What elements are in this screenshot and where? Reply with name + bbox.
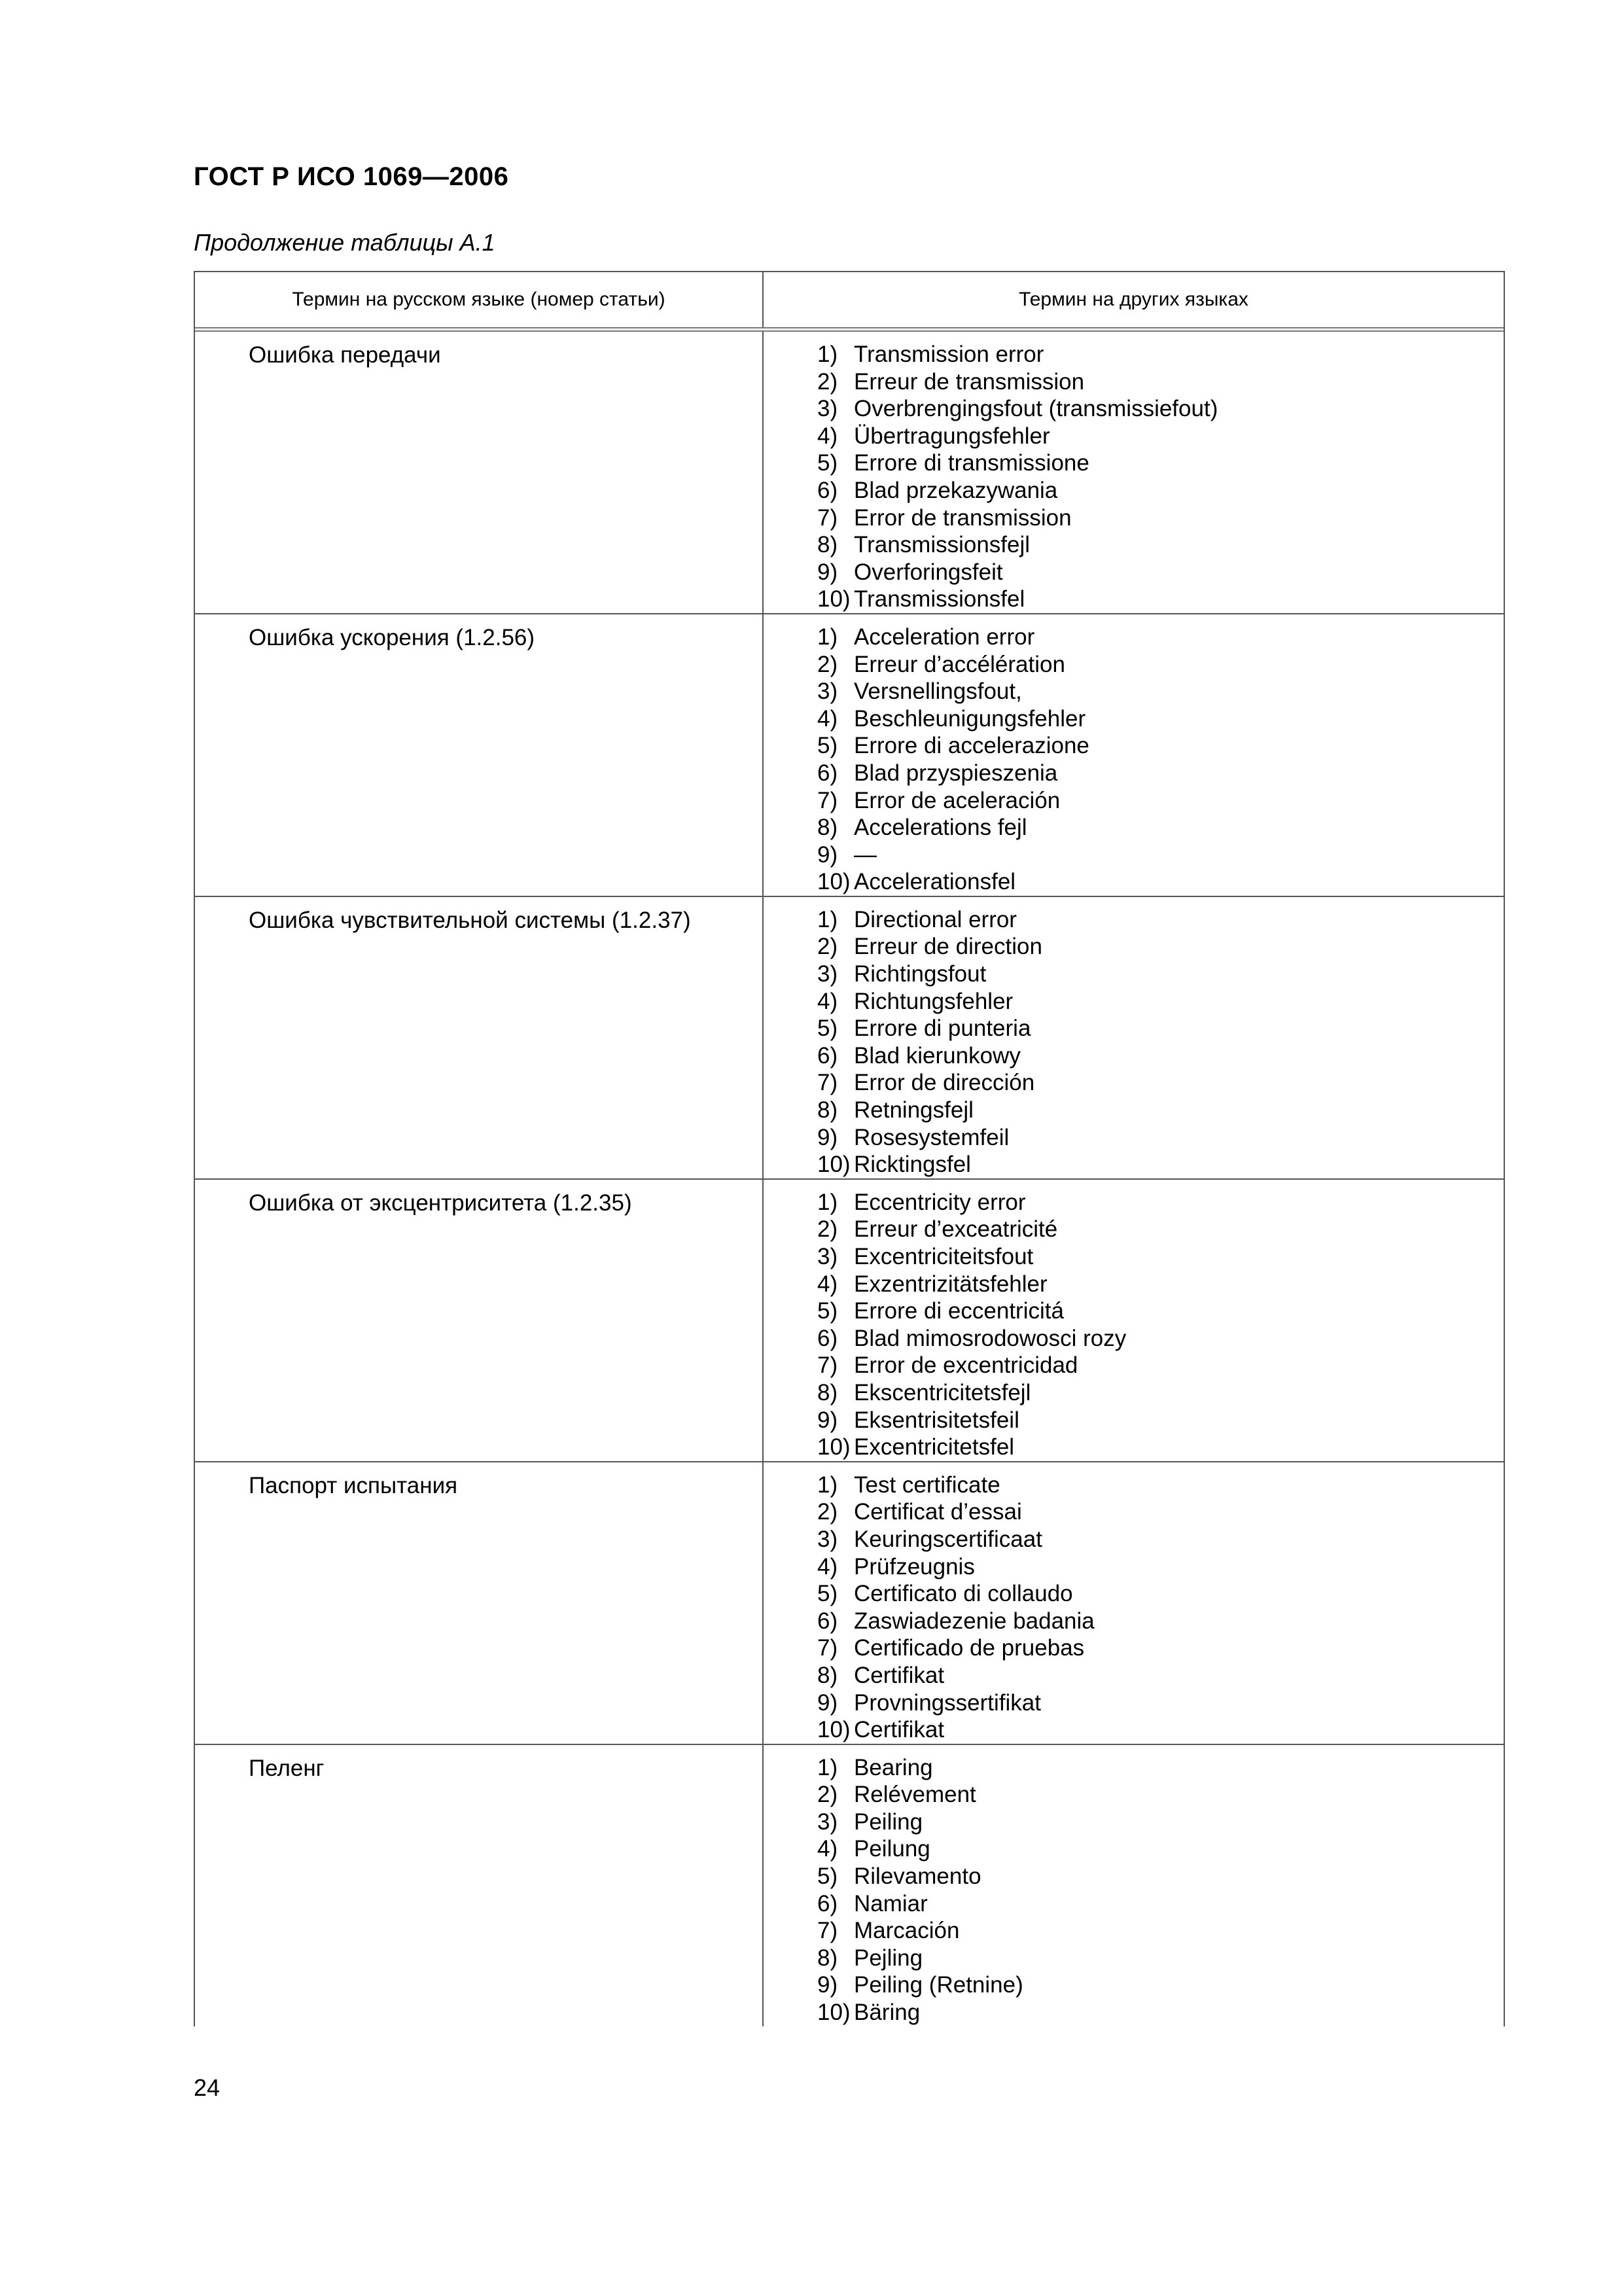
translation-number: 8): [817, 1662, 838, 1688]
russian-term: Ошибка чувствительной системы (1.2.37): [195, 897, 764, 1178]
translation-item: [817, 1042, 1504, 1070]
translation-number: 2): [817, 1216, 838, 1243]
translation-text: Erreur de direction: [854, 934, 1042, 960]
translation-text: Provningssertifikat: [854, 1689, 1041, 1716]
table-row: [195, 1745, 1504, 2026]
header-other-languages: Термин на других языках: [1019, 289, 1248, 310]
table-caption: Продолжение таблицы А.1: [194, 229, 495, 256]
russian-term: Ошибка ускорения (1.2.56): [195, 614, 764, 896]
translation-item: [817, 1271, 1504, 1298]
translation-number: 4): [817, 988, 838, 1014]
translations-list: [764, 332, 1504, 613]
translation-item: [817, 841, 1504, 869]
translation-item: [817, 814, 1504, 841]
translation-item: [817, 1015, 1504, 1042]
translation-number: 10): [817, 1717, 851, 1743]
translation-text: Blad mimosrodowosci rozy: [854, 1325, 1127, 1351]
translation-text: Accelerationsfel: [854, 869, 1016, 895]
translation-text: Errore di transmissione: [854, 450, 1089, 476]
translation-item: [817, 988, 1504, 1016]
translation-item: [817, 341, 1504, 368]
translation-text: Error de aceleración: [854, 787, 1061, 813]
translation-number: 8): [817, 1945, 838, 1971]
russian-term: Ошибка от эксцентриситета (1.2.35): [195, 1180, 764, 1461]
translation-text: Bäring: [854, 2000, 921, 2026]
translations-list: [764, 1462, 1504, 1744]
translation-number: 8): [817, 532, 838, 558]
translation-number: 6): [817, 1608, 838, 1634]
page-number: 24: [194, 2074, 221, 2101]
translation-number: 7): [817, 1918, 838, 1944]
translation-item: [817, 1526, 1504, 1553]
translation-item: [817, 1069, 1504, 1097]
translation-item: [817, 1553, 1504, 1581]
translation-number: 5): [817, 1863, 838, 1890]
table-row: [195, 332, 1504, 614]
translation-text: Certifikat: [854, 1662, 945, 1688]
translation-number: 2): [817, 651, 838, 677]
translation-number: 1): [817, 906, 838, 932]
translation-text: Richtingsfout: [854, 961, 987, 987]
translation-text: Beschleunigungsfehler: [854, 705, 1086, 732]
translations-list: [764, 1745, 1504, 2026]
translation-item: [817, 1407, 1504, 1434]
translation-item: [817, 1835, 1504, 1863]
translation-number: 3): [817, 679, 838, 705]
translation-number: 3): [817, 961, 838, 987]
translation-text: Erreur d’accélération: [854, 651, 1065, 677]
translation-text: Pejling: [854, 1945, 923, 1971]
translation-text: Test certificate: [854, 1472, 1000, 1498]
translation-text: Blad przekazywania: [854, 477, 1058, 503]
translation-text: Transmission error: [854, 342, 1044, 367]
translation-item: [817, 1890, 1504, 1918]
translation-number: 5): [817, 733, 838, 759]
translation-number: 3): [817, 1244, 838, 1269]
translation-text: Blad przyspieszenia: [854, 760, 1058, 786]
translation-text: Erreur d’exceatricité: [854, 1216, 1058, 1243]
translation-number: 1): [817, 342, 838, 367]
translation-item: [817, 732, 1504, 760]
translation-text: Certificado de pruebas: [854, 1635, 1085, 1661]
translation-number: 10): [817, 2000, 851, 2026]
translation-number: 1): [817, 1472, 838, 1498]
translation-item: [817, 1781, 1504, 1809]
translation-item: [817, 423, 1504, 450]
translation-number: 9): [817, 841, 838, 868]
translation-text: Peiling (Retnine): [854, 1972, 1023, 1998]
translation-item: [817, 961, 1504, 988]
translation-text: Zaswiadezenie badania: [854, 1608, 1095, 1634]
translation-item: [817, 933, 1504, 961]
translation-item: [817, 1999, 1504, 2026]
translation-number: 9): [817, 1972, 838, 1998]
translation-text: Blad kierunkowy: [854, 1042, 1021, 1069]
translation-item: [817, 531, 1504, 559]
translation-text: Error de excentricidad: [854, 1352, 1078, 1379]
translations-list: [764, 1180, 1504, 1461]
translation-item: [817, 1352, 1504, 1379]
russian-term: Ошибка передачи: [195, 332, 764, 613]
translation-number: 9): [817, 1407, 838, 1433]
translation-item: [817, 1662, 1504, 1689]
translation-text: —: [854, 841, 877, 868]
table-header: [195, 272, 1504, 332]
translation-number: 5): [817, 450, 838, 476]
translation-number: 9): [817, 1689, 838, 1716]
translation-number: 4): [817, 705, 838, 732]
translation-text: Transmissionsfejl: [854, 532, 1031, 558]
translation-item: [817, 906, 1504, 934]
translation-item: [817, 1716, 1504, 1744]
translation-number: 6): [817, 1890, 838, 1916]
translation-text: Directional error: [854, 906, 1017, 932]
table-row: [195, 1462, 1504, 1745]
translation-text: Rilevamento: [854, 1863, 981, 1890]
translation-number: 1): [817, 1189, 838, 1215]
translation-item: [817, 1216, 1504, 1243]
translation-item: [817, 868, 1504, 896]
translation-number: 10): [817, 869, 851, 895]
translation-number: 9): [817, 1124, 838, 1150]
translation-number: 4): [817, 1836, 838, 1862]
translation-text: Accelerations fejl: [854, 815, 1027, 841]
table-row: [195, 614, 1504, 897]
russian-term: Пеленг: [195, 1745, 764, 2026]
translation-item: [817, 395, 1504, 423]
translation-item: [817, 1809, 1504, 1836]
translation-number: 10): [817, 586, 851, 612]
translation-item: [817, 1498, 1504, 1526]
translation-text: Prüfzeugnis: [854, 1553, 975, 1580]
translation-text: Ricktingsfel: [854, 1152, 971, 1178]
translation-text: Exzentrizitätsfehler: [854, 1271, 1048, 1297]
translation-text: Error de dirección: [854, 1070, 1035, 1096]
translation-text: Rosesystemfeil: [854, 1124, 1010, 1150]
translation-item: [817, 368, 1504, 396]
translations-list: [764, 897, 1504, 1178]
translation-number: 8): [817, 1379, 838, 1405]
translation-item: [817, 1754, 1504, 1782]
translation-number: 4): [817, 423, 838, 449]
translation-text: Errore di punteria: [854, 1016, 1031, 1042]
translation-number: 10): [817, 1152, 851, 1178]
translation-number: 2): [817, 934, 838, 960]
translation-text: Retningsfejl: [854, 1097, 974, 1123]
translation-item: [817, 1971, 1504, 1999]
translation-item: [817, 1379, 1504, 1407]
translation-item: [817, 1189, 1504, 1216]
translation-number: 1): [817, 1754, 838, 1780]
translation-item: [817, 477, 1504, 504]
translation-item: [817, 1243, 1504, 1271]
translation-text: Relévement: [854, 1782, 976, 1808]
translation-number: 3): [817, 1526, 838, 1552]
translation-item: [817, 760, 1504, 787]
translation-item: [817, 705, 1504, 733]
translation-number: 4): [817, 1271, 838, 1297]
translation-text: Eccentricity error: [854, 1189, 1026, 1215]
translation-text: Übertragungsfehler: [854, 423, 1050, 449]
translation-text: Certificat d’essai: [854, 1499, 1022, 1525]
translation-text: Transmissionsfel: [854, 586, 1025, 612]
translation-text: Richtungsfehler: [854, 988, 1014, 1014]
translation-number: 5): [817, 1581, 838, 1607]
translation-number: 7): [817, 1352, 838, 1379]
translation-number: 9): [817, 559, 838, 585]
translation-text: Keuringscertificaat: [854, 1526, 1042, 1552]
translation-number: 10): [817, 1434, 851, 1460]
translation-item: [817, 1124, 1504, 1152]
translation-text: Excentriciteitsfout: [854, 1244, 1034, 1269]
translation-text: Acceleration error: [854, 624, 1035, 650]
translation-number: 8): [817, 815, 838, 841]
translation-item: [817, 1863, 1504, 1890]
translation-item: [817, 559, 1504, 586]
translation-number: 3): [817, 396, 838, 422]
document-title: ГОСТ Р ИСО 1069—2006: [194, 162, 509, 191]
translation-number: 5): [817, 1016, 838, 1042]
translation-number: 7): [817, 787, 838, 813]
russian-term: Паспорт испытания: [195, 1462, 764, 1744]
translation-item: [817, 1608, 1504, 1635]
translation-number: 6): [817, 1042, 838, 1069]
translation-item: [817, 1634, 1504, 1662]
translation-text: Erreur de transmission: [854, 368, 1085, 395]
translation-number: 6): [817, 1325, 838, 1351]
translation-text: Bearing: [854, 1754, 933, 1780]
translation-item: [817, 651, 1504, 679]
translation-number: 7): [817, 1635, 838, 1661]
translation-text: Versnellingsfout,: [854, 679, 1022, 705]
translation-text: Eksentrisitetsfeil: [854, 1407, 1019, 1433]
translation-text: Namiar: [854, 1890, 928, 1916]
translation-number: 7): [817, 504, 838, 531]
translation-text: Errore di accelerazione: [854, 733, 1089, 759]
translation-text: Peilung: [854, 1836, 930, 1862]
translation-text: Overbrengingsfout (transmissiefout): [854, 396, 1218, 422]
translation-item: [817, 1580, 1504, 1608]
table-row: [195, 897, 1504, 1180]
translation-item: [817, 678, 1504, 705]
translation-number: 6): [817, 477, 838, 503]
terms-table: [194, 271, 1505, 2026]
translation-text: Ekscentricitetsfejl: [854, 1379, 1031, 1405]
translation-item: [817, 1298, 1504, 1325]
translation-number: 2): [817, 1499, 838, 1525]
translation-text: Marcación: [854, 1918, 960, 1944]
translation-item: [817, 1917, 1504, 1945]
translation-text: Excentricitetsfel: [854, 1434, 1015, 1460]
translation-item: [817, 1945, 1504, 1972]
translation-number: 2): [817, 1782, 838, 1808]
translation-item: [817, 787, 1504, 815]
translation-text: Overforingsfeit: [854, 559, 1003, 585]
header-russian-term: Термин на русском языке (номер статьи): [195, 272, 764, 327]
translation-item: [817, 586, 1504, 613]
translation-number: 8): [817, 1097, 838, 1123]
translation-number: 1): [817, 624, 838, 650]
translations-list: [764, 614, 1504, 896]
translation-text: Certificato di collaudo: [854, 1581, 1073, 1607]
translation-number: 5): [817, 1298, 838, 1324]
translation-text: Peiling: [854, 1809, 923, 1835]
translation-number: 3): [817, 1809, 838, 1835]
table-body: [195, 332, 1504, 2026]
translation-item: [817, 504, 1504, 532]
translation-item: [817, 1325, 1504, 1352]
translation-number: 2): [817, 368, 838, 395]
table-row: [195, 1180, 1504, 1462]
translation-number: 4): [817, 1553, 838, 1580]
translation-item: [817, 450, 1504, 477]
translation-item: [817, 1689, 1504, 1717]
translation-text: Certifikat: [854, 1717, 945, 1743]
translation-item: [817, 624, 1504, 651]
translation-text: Error de transmission: [854, 504, 1072, 531]
translation-item: [817, 1472, 1504, 1499]
translation-item: [817, 1097, 1504, 1124]
translation-number: 6): [817, 760, 838, 786]
translation-number: 7): [817, 1070, 838, 1096]
translation-text: Errore di eccentricitá: [854, 1298, 1064, 1324]
translation-item: [817, 1434, 1504, 1461]
translation-item: [817, 1151, 1504, 1178]
